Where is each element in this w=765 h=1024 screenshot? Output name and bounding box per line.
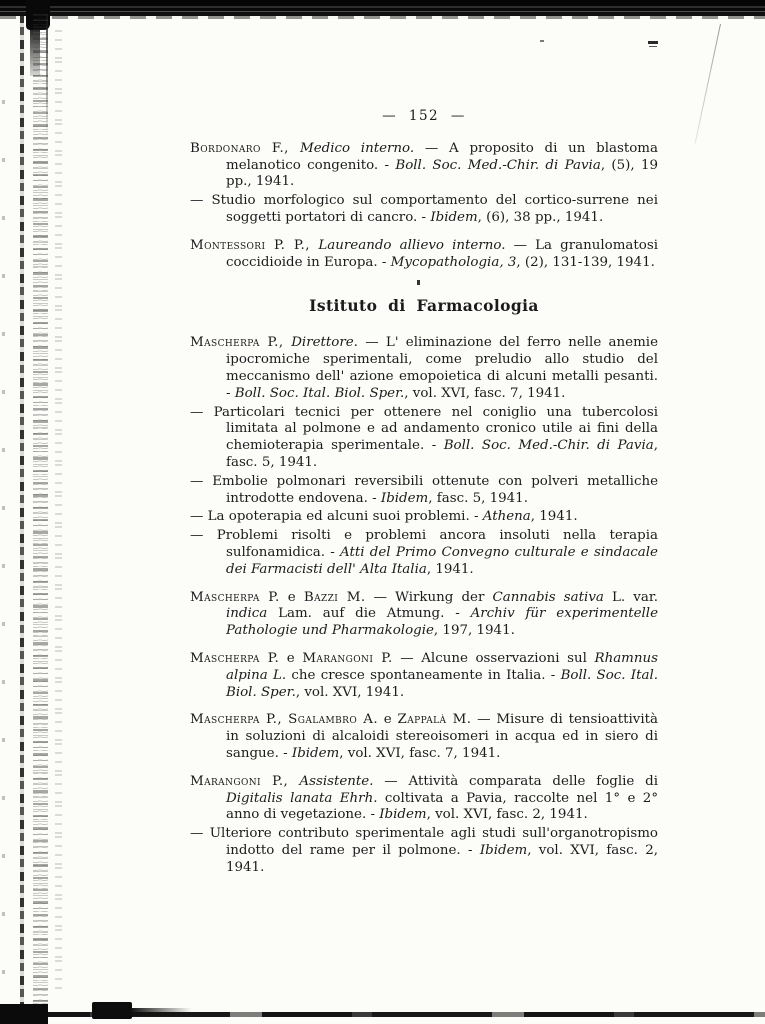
scan-corner-line xyxy=(46,14,48,139)
italic-text: Digitalis lanata Ehrh. xyxy=(226,790,378,806)
text-run: , vol. XVI, fasc. 7, 1941. xyxy=(339,745,501,761)
bibliography-entry xyxy=(190,590,658,640)
italic-text: indica xyxy=(226,606,268,622)
bibliography-entry xyxy=(190,335,658,402)
text-run: , vol. XVI, 1941. xyxy=(295,684,405,700)
text-run: e xyxy=(279,589,304,605)
scan-edge-top-streaks xyxy=(0,16,765,19)
text-run: , 1941. xyxy=(530,509,578,525)
page-number: — 152 — xyxy=(382,108,466,124)
italic-text: Boll. Soc. Med.-Chir. di Pavia xyxy=(395,157,601,173)
text-run: — Particolari tecnici per ottenere nel coniglio una tubercolosi limitata al polmone e ad andamento cronico utile ai fini della chemioterapia sperimentale. - xyxy=(190,404,658,454)
text-run: L. var. xyxy=(603,589,659,605)
scan-far-left-specks xyxy=(2,100,5,980)
text-run: , vol. XVI, fasc. 7, 1941. xyxy=(404,385,566,401)
scan-bottom-blotch-3 xyxy=(130,1008,192,1016)
text-run: e xyxy=(279,650,303,666)
text-run: — La opoterapia ed alcuni suoi problemi. - xyxy=(190,509,483,525)
author-name: Marangoni P. xyxy=(302,650,393,666)
author-name: Mascherpa P. xyxy=(190,650,280,666)
author-name: Zappalà M. xyxy=(397,712,472,728)
text-run: — L' eliminazione del ferro nelle anemie ipocromiche sperimentali, come preludio allo studio del meccanismo dell' azione emopoietica di alcuni metalli pesanti. - xyxy=(226,335,658,401)
scan-scratch-line xyxy=(695,24,721,144)
text-run: , (6), 38 pp., 1941. xyxy=(477,209,604,225)
italic-text: Ibidem xyxy=(430,209,478,225)
scan-speck-1 xyxy=(648,41,658,44)
scan-corner-blotch xyxy=(26,0,50,30)
scan-edge-top xyxy=(0,0,765,16)
text-run: — Embolie polmonari reversibili ottenute con polveri metalliche introdotte endovena. - xyxy=(190,473,658,506)
italic-text: Atti del Primo Convegno culturale e sindacale dei Farmacisti dell' Alta Italia xyxy=(226,544,658,577)
italic-text: Mycopathologia, 3 xyxy=(390,254,517,270)
text-run: — Alcune osservazioni sul xyxy=(392,650,595,666)
scan-corner-tail xyxy=(30,28,40,76)
bibliography-entry xyxy=(190,193,658,227)
scan-binding-line xyxy=(20,14,24,1014)
text-run: , 1941. xyxy=(426,561,474,577)
italic-text: Rhamnus alpina L. xyxy=(226,650,658,683)
scan-edge-bottom xyxy=(0,1012,765,1017)
text-run: e xyxy=(378,712,398,728)
scan-binding-faint-band xyxy=(55,30,62,990)
scan-bottom-blotch-1 xyxy=(0,1004,48,1024)
bibliography-entry xyxy=(190,712,658,762)
text-run: coltivata a Pavia, raccolte nel 1° e 2° anno di vegetazione. - xyxy=(226,790,659,823)
text-run: , 197, 1941. xyxy=(433,623,515,639)
text-run: , vol. XVI, fasc. 2, 1941. xyxy=(226,842,658,875)
italic-text: Boll. Soc. Ital. Biol. Sper. xyxy=(234,385,405,401)
text-run: — A proposito di un blastoma melanotico congenito. - xyxy=(226,140,658,173)
bibliography-entry xyxy=(190,474,658,508)
italic-text: Assistente. xyxy=(299,773,374,789)
italic-text: Ibidem xyxy=(380,490,429,506)
scan-binding-speckle xyxy=(33,14,48,1014)
text-run: , vol. XVI, fasc. 2, 1941. xyxy=(426,807,588,823)
text-run: , (5), 19 pp., 1941. xyxy=(226,157,658,190)
italic-text: Direttore. xyxy=(291,335,358,351)
bibliography-entry xyxy=(190,826,658,876)
text-run: , fasc. 5, 1941. xyxy=(428,490,528,506)
italic-text: Ibidem xyxy=(379,807,427,823)
bibliography-entry xyxy=(190,405,658,472)
italic-text: Archiv für experimentelle Pathologie und Pharmakologie xyxy=(226,606,658,639)
italic-text: Boll. Soc. Med.-Chir. di Pavia xyxy=(443,438,654,454)
italic-text: Cannabis sativa xyxy=(492,589,604,605)
bibliography-entry xyxy=(190,651,658,701)
text-run: — Ulteriore contributo sperimentale agli studi sull'organotropismo indotto del rame per il polmone. - xyxy=(190,826,658,858)
scan-bottom-blotch-2 xyxy=(92,1002,132,1019)
author-name: Bordonaro F., xyxy=(190,140,300,156)
text-run: — Studio morfologico sul comportamento del cortico-surrene nei soggetti portatori di cancro. - xyxy=(190,193,658,225)
text-run: — Misure di tensioattività in soluzioni di alcaloidi stereoisomeri in acqua ed in siero di sangue. - xyxy=(226,712,658,761)
author-name: Montessori P. P., xyxy=(190,237,319,253)
bibliography-entry xyxy=(190,238,658,272)
italic-text: Ibidem xyxy=(479,842,528,858)
bibliography xyxy=(190,141,658,877)
text-run: — La granulomatosi coccidioide in Europa. - xyxy=(226,237,658,270)
bibliography-entry xyxy=(190,528,658,578)
bibliography-entry xyxy=(190,509,658,526)
italic-text: Boll. Soc. Ital. Biol. Sper. xyxy=(226,667,658,700)
scan-speck-2 xyxy=(540,40,544,42)
text-run: — Problemi risolti e problemi ancora insoluti nella terapia sulfonamidica. - xyxy=(190,528,658,560)
author-name: Mascherpa P., xyxy=(190,335,292,351)
author-name: Mascherpa P., Sgalambro A. xyxy=(190,712,379,728)
text-run: — Wirkung der xyxy=(365,589,493,605)
section-heading: Istituto di Farmacologia xyxy=(309,296,539,316)
text-run: — Attività comparata delle foglie di xyxy=(373,773,658,789)
author-name: Mascherpa P. xyxy=(190,589,280,605)
text-run: Lam. auf die Atmung. - xyxy=(267,606,471,622)
author-name: Bazzi M. xyxy=(303,589,366,605)
author-name: Marangoni P., xyxy=(190,773,300,789)
text-run: , (2), 131-139, 1941. xyxy=(516,254,655,270)
text-run: che cresce spontaneamente in Italia. - xyxy=(286,667,561,683)
italic-text: Laureando allievo interno. xyxy=(318,237,506,253)
italic-text: Ibidem xyxy=(291,745,340,761)
text-column xyxy=(190,108,658,876)
italic-text: Athena xyxy=(482,509,531,525)
bibliography-entry xyxy=(190,774,658,824)
bibliography-entry xyxy=(190,141,658,191)
italic-text: Medico interno. xyxy=(299,140,415,156)
text-run: , fasc. 5, 1941. xyxy=(226,438,658,470)
